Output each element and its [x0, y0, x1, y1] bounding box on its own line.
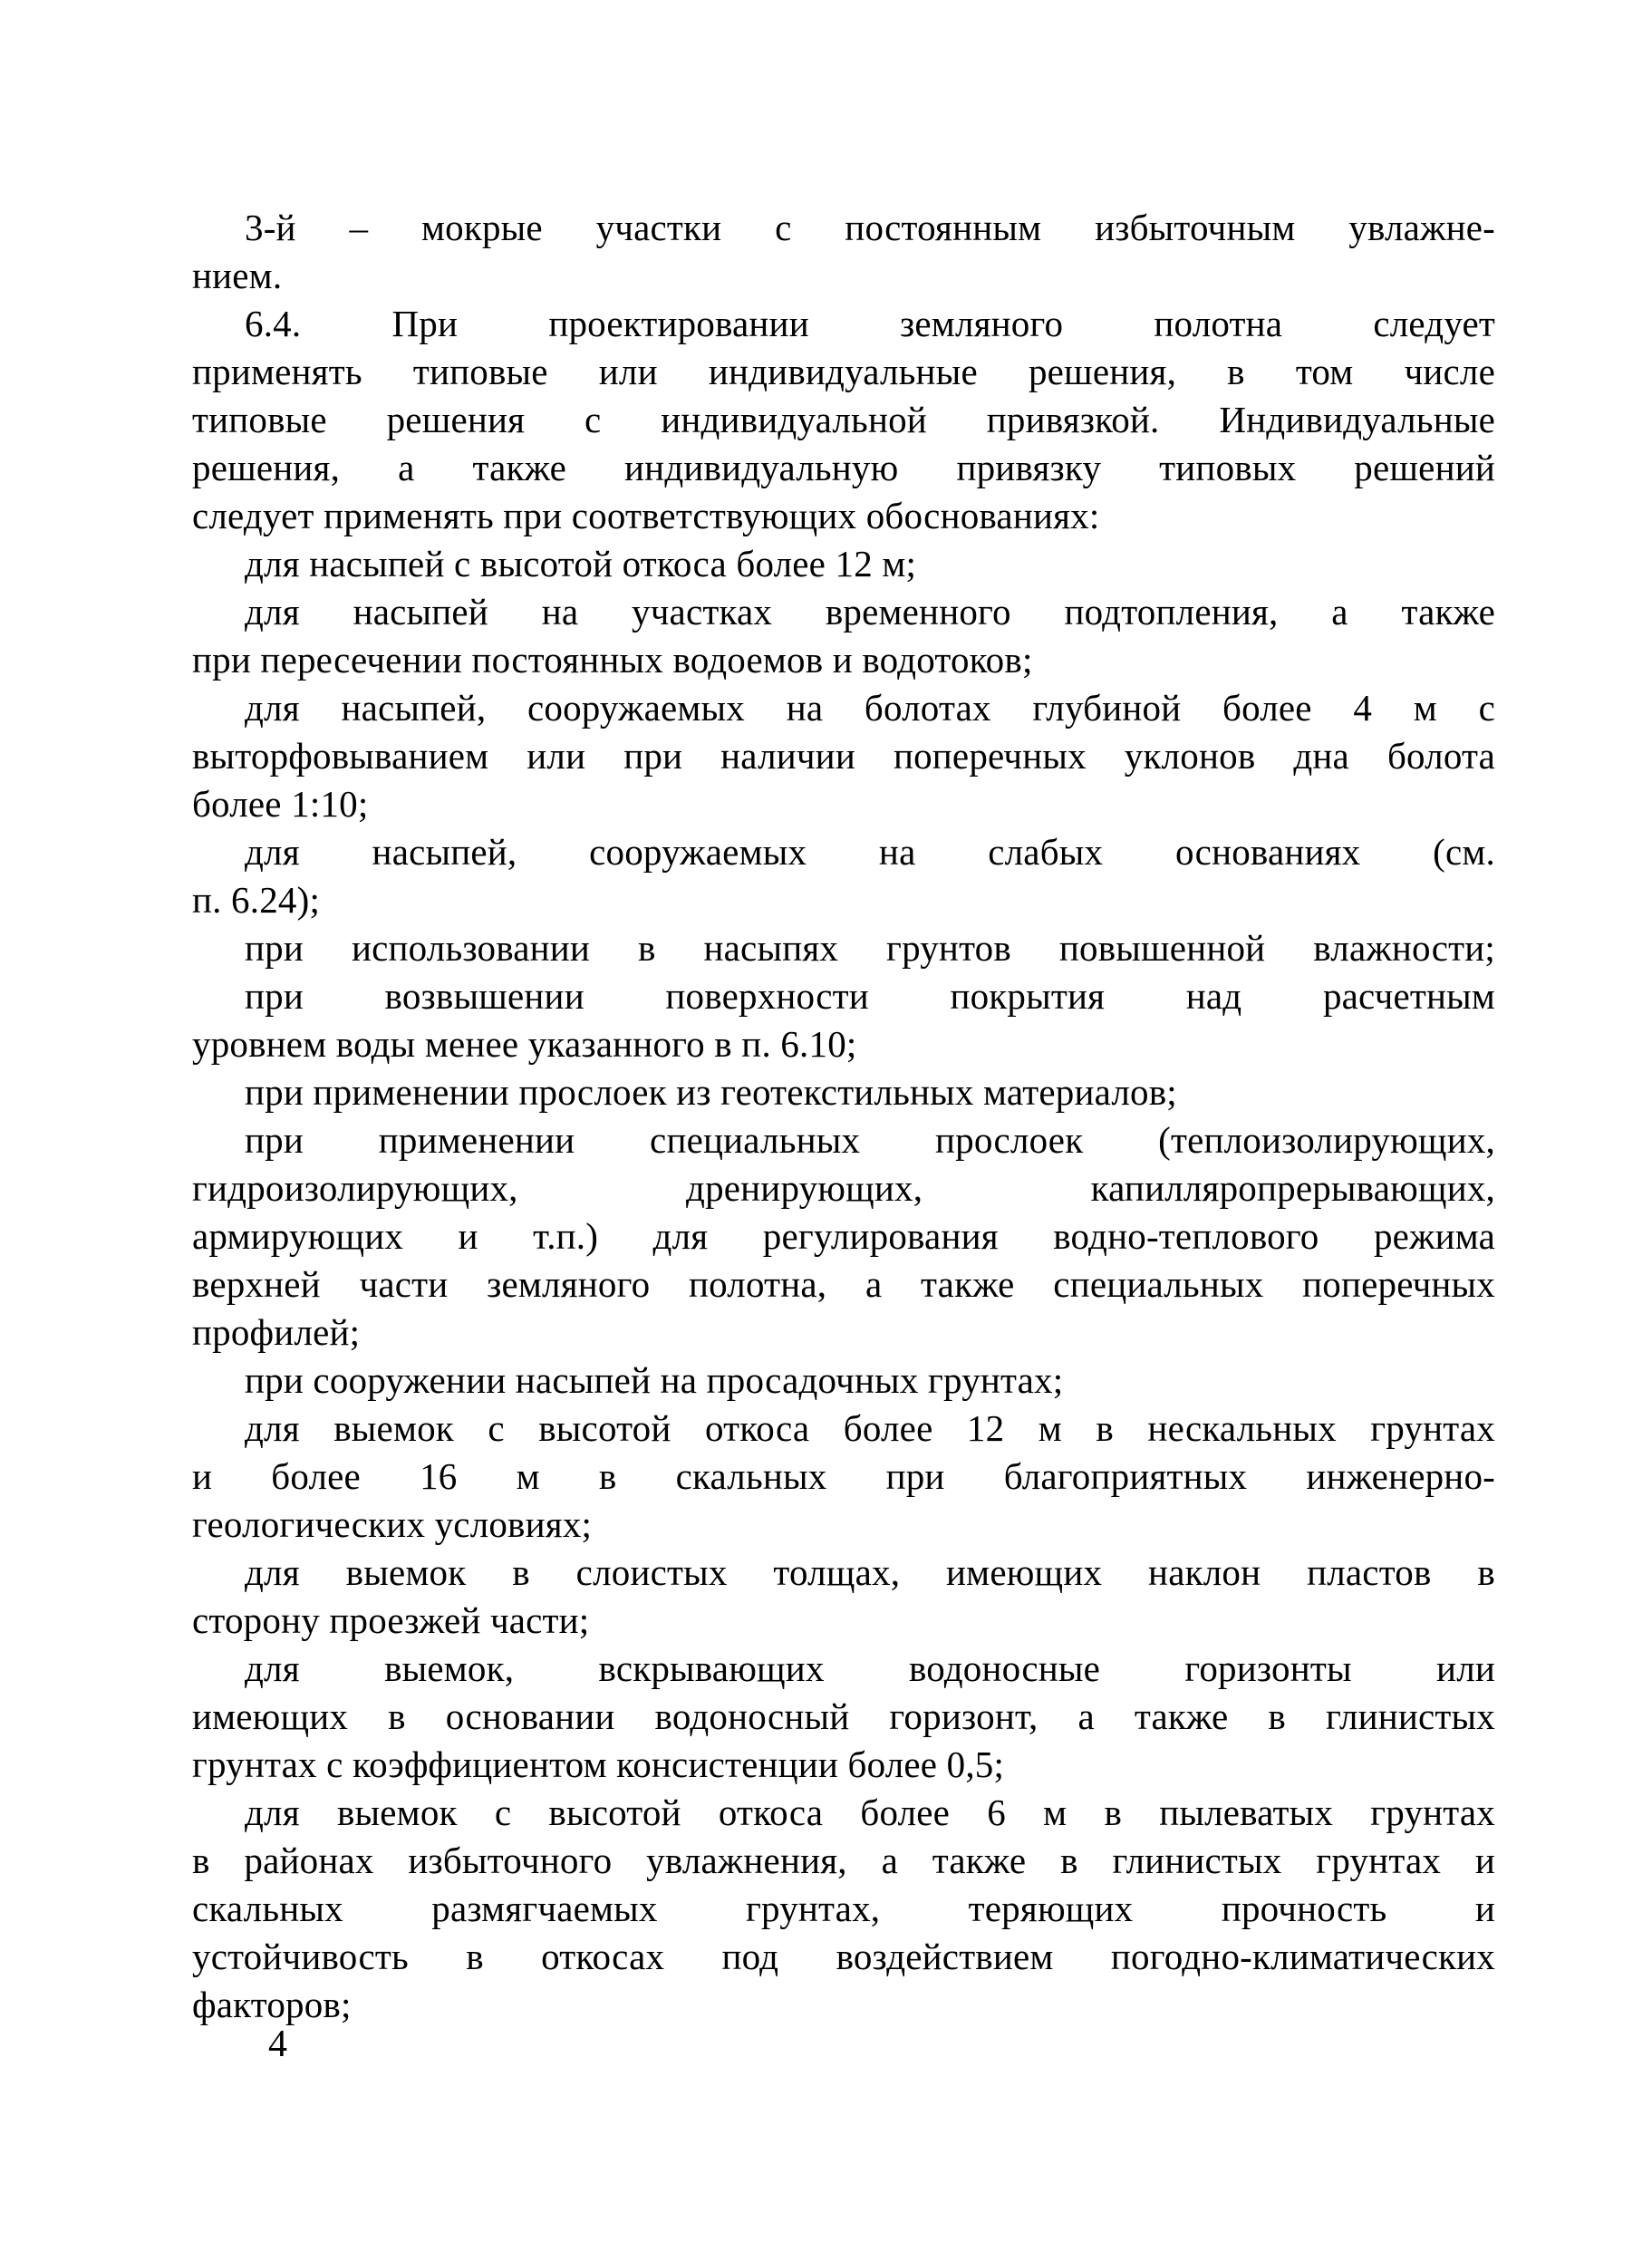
text-line: профилей; — [192, 1311, 361, 1353]
text-line: скальных размягчаемых грунтах, теряющих прочность и — [192, 1888, 1495, 1929]
text-line: для насыпей, сооружаемых на слабых основаниях (см. — [245, 831, 1495, 873]
paragraph — [192, 1645, 1495, 1789]
text-line: устойчивость в откосах под воздействием погодно-климатических — [192, 1936, 1495, 1977]
paragraph — [192, 1405, 1495, 1549]
text-line: имеющих в основании водоносный горизонт, а также в глинистых — [192, 1695, 1495, 1737]
text-line: нием. — [192, 255, 283, 296]
text-line: армирующих и т.п.) для регулирования водно-теплового режима — [192, 1215, 1495, 1257]
text-line: при применении прослоек из геотекстильных материалов; — [245, 1071, 1177, 1113]
text-line: при применении специальных прослоек (теплоизолирующих, — [245, 1119, 1495, 1161]
paragraph — [192, 1068, 1495, 1116]
text-line: грунтах с коэффициентом консистенции более 0,5; — [192, 1743, 1005, 1785]
text-line: типовые решения с индивидуальной привязкой. Индивидуальные — [192, 399, 1495, 440]
text-line: более 1:10; — [192, 783, 369, 825]
text-line: решения, а также индивидуальную привязку типовых решений — [192, 447, 1495, 488]
text-line: при сооружении насыпей на просадочных грунтах; — [245, 1359, 1064, 1401]
text-line: 6.4. При проектировании земляного полотна следует — [245, 303, 1495, 344]
text-line: сторону проезжей части; — [192, 1599, 590, 1641]
text-line: гидроизолирующих, дренирующих, капилляропрерывающих, — [192, 1167, 1495, 1209]
text-line: при использовании в насыпях грунтов повышенной влажности; — [245, 927, 1495, 969]
paragraph — [192, 300, 1495, 540]
text-line: факторов; — [192, 1984, 352, 2025]
paragraph — [192, 1357, 1495, 1405]
paragraph — [192, 1549, 1495, 1645]
paragraph — [192, 1116, 1495, 1357]
text-line: для выемок, вскрывающих водоносные горизонты или — [245, 1647, 1495, 1689]
text-line: для насыпей, сооружаемых на болотах глубиной более 4 м с — [245, 687, 1495, 729]
text-line: следует применять при соответствующих обоснованиях: — [192, 495, 1100, 536]
text-line: верхней части земляного полотна, а также специальных поперечных — [192, 1263, 1495, 1305]
text-line: п. 6.24); — [192, 879, 321, 921]
paragraph — [192, 972, 1495, 1068]
text-line: при возвышении поверхности покрытия над расчетным — [245, 975, 1495, 1017]
text-line: при пересечении постоянных водоемов и водотоков; — [192, 639, 1033, 681]
text-line: для насыпей на участках временного подтопления, а также — [245, 591, 1495, 633]
document-text — [192, 204, 1495, 2029]
paragraph — [192, 540, 1495, 588]
paragraph — [192, 828, 1495, 924]
text-line: и более 16 м в скальных при благоприятных инженерно- — [192, 1455, 1495, 1497]
text-line: в районах избыточного увлажнения, а также в глинистых грунтах и — [192, 1840, 1495, 1881]
text-line: выторфовыванием или при наличии поперечных уклонов дна болота — [192, 735, 1495, 777]
paragraph — [192, 204, 1495, 300]
text-line: геологических условиях; — [192, 1503, 593, 1545]
page-number: 4 — [268, 2023, 287, 2065]
paragraph — [192, 684, 1495, 828]
text-line: для выемок в слоистых толщах, имеющих наклон пластов в — [245, 1551, 1495, 1593]
text-line: для выемок с высотой откоса более 12 м в нескальных грунтах — [245, 1407, 1495, 1449]
text-line: применять типовые или индивидуальные решения, в том числе — [192, 351, 1495, 392]
text-line: 3-й – мокрые участки с постоянным избыточным увлажне- — [245, 207, 1495, 248]
paragraph — [192, 588, 1495, 684]
text-line: для выемок с высотой откоса более 6 м в пылеватых грунтах — [245, 1792, 1495, 1833]
paragraph — [192, 924, 1495, 972]
text-line: для насыпей с высотой откоса более 12 м; — [245, 543, 917, 584]
text-line: уровнем воды менее указанного в п. 6.10; — [192, 1023, 857, 1065]
paragraph — [192, 1789, 1495, 2029]
